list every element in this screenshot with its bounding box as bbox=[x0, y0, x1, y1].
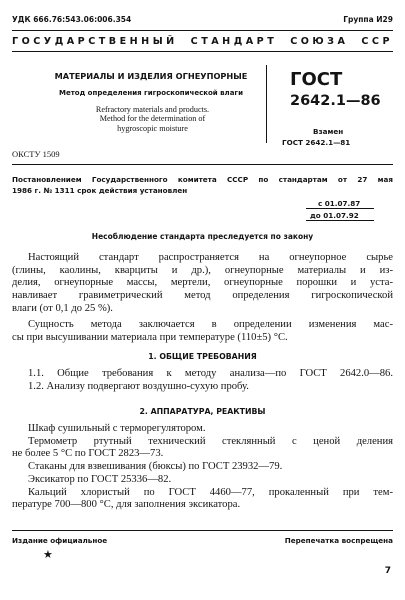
replaces-label: Взамен bbox=[313, 127, 344, 136]
section-2-item: Кальций хлористый по ГОСТ 4460—77, прокаленный при тем- bbox=[28, 486, 393, 498]
decree-rule bbox=[12, 164, 393, 165]
footer-rule bbox=[12, 530, 393, 531]
section-2-item: Эксикатор по ГОСТ 25336—82. bbox=[28, 473, 172, 485]
subtitle-russian: Метод определения гигроскопической влаги bbox=[59, 89, 243, 97]
section-2-heading: 2. АППАРАТУРА, РЕАКТИВЫ bbox=[139, 407, 266, 416]
title-english-line: hygroscopic moisture bbox=[117, 123, 188, 133]
gost-label: ГОСТ bbox=[290, 69, 343, 90]
title-english bbox=[70, 105, 235, 133]
okstu-code: ОКСТУ 1509 bbox=[12, 149, 60, 159]
title-divider bbox=[266, 65, 267, 143]
essence-paragraph bbox=[12, 319, 393, 344]
replaces-value: ГОСТ 2642.1—81 bbox=[282, 138, 351, 147]
section-2-item: Шкаф сушильный с терморегулятором. bbox=[28, 423, 206, 434]
decree-text bbox=[12, 175, 393, 196]
gost-number: 2642.1—86 bbox=[290, 93, 381, 109]
section-1-item: 1.2. Анализу подвергают воздушно-сухую пробу. bbox=[28, 380, 249, 392]
section-2-item: не более 5 °С по ГОСТ 2823—73. bbox=[12, 448, 164, 460]
intro-line: Настоящий стандарт распространяется на огнеупорное сырье bbox=[28, 252, 393, 263]
effective-date-from: с 01.07.87 bbox=[318, 199, 361, 208]
legal-warning: Несоблюдение стандарта преследуется по закону bbox=[91, 232, 314, 241]
effective-date-to: до 01.07.92 bbox=[310, 211, 359, 220]
date-from-underline bbox=[306, 208, 374, 209]
reprint-prohibited-label: Перепечатка воспрещена bbox=[284, 536, 393, 545]
essence-line: сы при высушивании материала при температуре (110±5) °С. bbox=[12, 331, 288, 343]
udc-code: УДК 666.76:543.06:006.354 bbox=[12, 15, 132, 24]
title-russian: МАТЕРИАЛЫ И ИЗДЕЛИЯ ОГНЕУПОРНЫЕ bbox=[54, 71, 248, 81]
date-to-underline bbox=[306, 220, 374, 221]
intro-paragraph bbox=[12, 252, 393, 316]
group-code: Группа И29 bbox=[343, 15, 393, 24]
header-rule-top bbox=[12, 30, 393, 31]
decree-line: Постановлением Государственного комитета СССР по стандартам от 27 мая bbox=[12, 175, 393, 184]
section-1-body bbox=[12, 368, 393, 393]
decree-line: 1986 г. № 1311 срок действия установлен bbox=[12, 185, 188, 195]
header-rule-bottom bbox=[12, 51, 393, 52]
intro-line: (глины, каолины, кварциты и др.), огнеупорные материалы и из- bbox=[12, 264, 393, 276]
section-1-heading: 1. ОБЩИЕ ТРЕБОВАНИЯ bbox=[148, 352, 257, 361]
section-2-item: Стаканы для взвешивания (бюксы) по ГОСТ 23932—79. bbox=[28, 461, 283, 473]
star-icon: ★ bbox=[43, 549, 53, 561]
section-2-item: Термометр ртутный технический стеклянный с ценой деления bbox=[28, 435, 393, 447]
page-number: 7 bbox=[384, 566, 391, 576]
section-1-item: 1.1. Общие требования к методу анализа—по ГОСТ 2642.0—86. bbox=[28, 368, 393, 379]
intro-line: навливает гравиметрический метод определения гигроскопической bbox=[12, 290, 393, 302]
essence-line: Сущность метода заключается в определении изменения мас- bbox=[28, 319, 393, 330]
section-2-item: пературе 700—800 °С, для заполнения эксикатора. bbox=[12, 499, 241, 511]
state-standard-banner: ГОСУДАРСТВЕННЫЙ СТАНДАРТ СОЮЗА ССР bbox=[12, 36, 393, 47]
intro-line: влаги (от 0,1 до 25 %). bbox=[12, 302, 113, 314]
title-english-line: Refractory materials and products. bbox=[95, 105, 210, 114]
section-2-body bbox=[12, 423, 393, 512]
official-edition-label: Издание официальное bbox=[12, 536, 108, 545]
intro-line: делия, огнеупорные массы, мертели, огнеупорные порошки и уста- bbox=[12, 277, 393, 289]
title-english-line: Method for the determination of bbox=[99, 114, 206, 124]
